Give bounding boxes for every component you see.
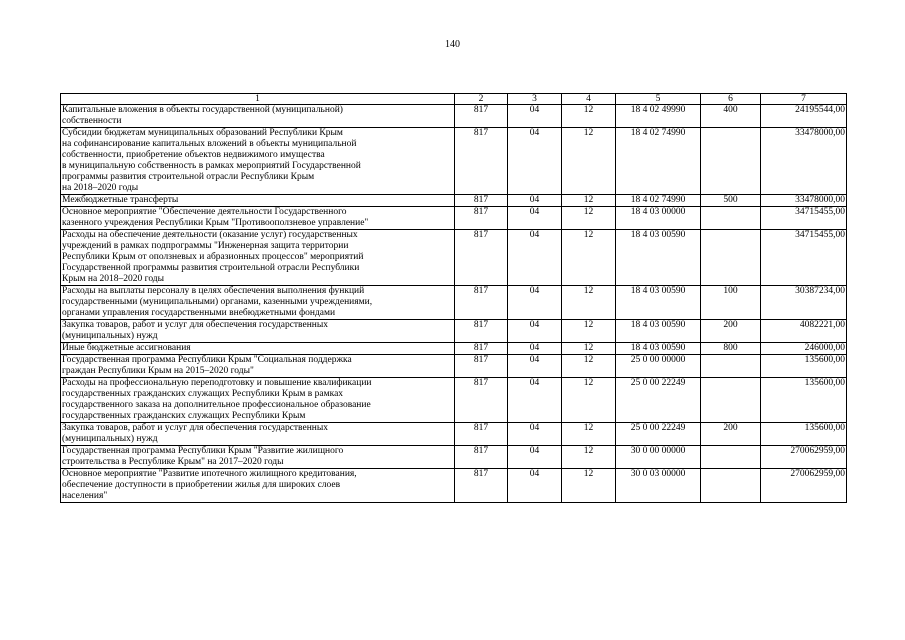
row-pr: 12 xyxy=(562,469,616,503)
table-row xyxy=(61,105,847,128)
row-vr xyxy=(701,355,761,378)
row-vr xyxy=(701,128,761,195)
row-pr: 12 xyxy=(562,446,616,469)
row-vr xyxy=(701,378,761,423)
row-name: Закупка товаров, работ и услуг для обеспечения государственных (муниципальных) нужд xyxy=(61,320,455,343)
row-amount: 270062959,00 xyxy=(761,469,847,503)
row-rz: 04 xyxy=(508,378,562,423)
row-amount: 24195544,00 xyxy=(761,105,847,128)
row-csr: 18 4 03 00590 xyxy=(616,320,701,343)
row-gr: 817 xyxy=(455,320,508,343)
row-vr: 100 xyxy=(701,286,761,320)
row-csr: 18 4 02 74990 xyxy=(616,195,701,207)
row-vr: 200 xyxy=(701,423,761,446)
row-csr: 18 4 02 49990 xyxy=(616,105,701,128)
row-csr: 18 4 03 00590 xyxy=(616,286,701,320)
row-rz: 04 xyxy=(508,446,562,469)
row-vr xyxy=(701,207,761,230)
table-row xyxy=(61,469,847,503)
row-amount: 135600,00 xyxy=(761,378,847,423)
row-rz: 04 xyxy=(508,207,562,230)
row-vr: 400 xyxy=(701,105,761,128)
row-amount: 34715455,00 xyxy=(761,230,847,286)
row-amount: 34715455,00 xyxy=(761,207,847,230)
row-name: Государственная программа Республики Крым "Развитие жилищного строительства в Республике Крым" на 2017–2020 годы xyxy=(61,446,455,469)
row-gr: 817 xyxy=(455,378,508,423)
row-vr xyxy=(701,230,761,286)
table-row xyxy=(61,423,847,446)
table-row xyxy=(61,446,847,469)
row-rz: 04 xyxy=(508,195,562,207)
row-csr: 25 0 00 22249 xyxy=(616,378,701,423)
row-csr: 18 4 03 00590 xyxy=(616,343,701,355)
row-name: Капитальные вложения в объекты государственной (муниципальной) собственности xyxy=(61,105,455,128)
table-row xyxy=(61,378,847,423)
table-row xyxy=(61,355,847,378)
row-vr: 800 xyxy=(701,343,761,355)
page-number: 140 xyxy=(445,39,460,50)
row-rz: 04 xyxy=(508,105,562,128)
row-pr: 12 xyxy=(562,230,616,286)
row-csr: 30 0 00 00000 xyxy=(616,446,701,469)
header-col-1: 1 xyxy=(61,94,455,105)
row-name: Расходы на обеспечение деятельности (оказание услуг) государственных учреждений в рамках подпрограммы "Инженерная защита территории Республики Крым от оползневых и абразионных процессов" мероприятий Государственной программы развития строительной отрасли Республики Крым на 2018–2020 годы xyxy=(61,230,455,286)
row-gr: 817 xyxy=(455,355,508,378)
row-pr: 12 xyxy=(562,105,616,128)
row-amount: 4082221,00 xyxy=(761,320,847,343)
row-vr: 200 xyxy=(701,320,761,343)
table-row xyxy=(61,343,847,355)
row-gr: 817 xyxy=(455,469,508,503)
row-pr: 12 xyxy=(562,128,616,195)
row-csr: 25 0 00 22249 xyxy=(616,423,701,446)
row-rz: 04 xyxy=(508,286,562,320)
row-pr: 12 xyxy=(562,355,616,378)
row-gr: 817 xyxy=(455,343,508,355)
header-col-5: 5 xyxy=(616,94,701,105)
row-rz: 04 xyxy=(508,320,562,343)
row-name: Государственная программа Республики Крым "Социальная поддержка граждан Республики Крым на 2015–2020 годы" xyxy=(61,355,455,378)
row-amount: 33478000,00 xyxy=(761,195,847,207)
row-csr: 18 4 03 00590 xyxy=(616,230,701,286)
row-name: Расходы на профессиональную переподготовку и повышение квалификации государственных гражданских служащих Республики Крым в рамках государственного заказа на дополнительное профессиональное образование государственных гражданских служащих Республики Крым xyxy=(61,378,455,423)
row-gr: 817 xyxy=(455,230,508,286)
row-gr: 817 xyxy=(455,423,508,446)
row-amount: 135600,00 xyxy=(761,355,847,378)
row-gr: 817 xyxy=(455,207,508,230)
header-col-4: 4 xyxy=(562,94,616,105)
row-amount: 270062959,00 xyxy=(761,446,847,469)
row-rz: 04 xyxy=(508,343,562,355)
row-name: Иные бюджетные ассигнования xyxy=(61,343,455,355)
header-col-3: 3 xyxy=(508,94,562,105)
row-pr: 12 xyxy=(562,195,616,207)
row-csr: 25 0 00 00000 xyxy=(616,355,701,378)
budget-table xyxy=(60,93,847,503)
row-rz: 04 xyxy=(508,423,562,446)
row-pr: 12 xyxy=(562,343,616,355)
header-col-7: 7 xyxy=(761,94,847,105)
table-row xyxy=(61,195,847,207)
row-rz: 04 xyxy=(508,355,562,378)
header-col-6: 6 xyxy=(701,94,761,105)
table-row xyxy=(61,286,847,320)
table-body xyxy=(61,105,847,503)
row-pr: 12 xyxy=(562,423,616,446)
row-rz: 04 xyxy=(508,469,562,503)
table-row xyxy=(61,207,847,230)
row-pr: 12 xyxy=(562,320,616,343)
row-csr: 18 4 02 74990 xyxy=(616,128,701,195)
row-pr: 12 xyxy=(562,207,616,230)
header-col-2: 2 xyxy=(455,94,508,105)
row-vr: 500 xyxy=(701,195,761,207)
row-pr: 12 xyxy=(562,378,616,423)
row-pr: 12 xyxy=(562,286,616,320)
row-amount: 246000,00 xyxy=(761,343,847,355)
row-name: Расходы на выплаты персоналу в целях обеспечения выполнения функций государственными (муниципальными) органами, казенными учреждениями, органами управления государственными внебюджетными фондами xyxy=(61,286,455,320)
row-vr xyxy=(701,469,761,503)
row-amount: 135600,00 xyxy=(761,423,847,446)
row-vr xyxy=(701,446,761,469)
row-name: Межбюджетные трансферты xyxy=(61,195,455,207)
row-gr: 817 xyxy=(455,128,508,195)
row-amount: 30387234,00 xyxy=(761,286,847,320)
table-row xyxy=(61,320,847,343)
row-name: Субсидии бюджетам муниципальных образований Республики Крым на софинансирование капитальных вложений в объекты муниципальной собственности, приобретение объектов недвижимого имущества в муниципальную собственность в рамках мероприятий Государственной программы развития строительной отрасли Республики Крым на 2018–2020 годы xyxy=(61,128,455,195)
row-name: Основное мероприятие "Обеспечение деятельности Государственного казенного учреждения Республики Крым "Противооползневое управление" xyxy=(61,207,455,230)
row-name: Закупка товаров, работ и услуг для обеспечения государственных (муниципальных) нужд xyxy=(61,423,455,446)
table-row xyxy=(61,128,847,195)
table-row xyxy=(61,230,847,286)
row-csr: 30 0 03 00000 xyxy=(616,469,701,503)
row-gr: 817 xyxy=(455,195,508,207)
row-gr: 817 xyxy=(455,286,508,320)
row-name: Основное мероприятие "Развитие ипотечного жилищного кредитования, обеспечение доступности в приобретении жилья для широких слоев населения" xyxy=(61,469,455,503)
row-gr: 817 xyxy=(455,446,508,469)
row-csr: 18 4 03 00000 xyxy=(616,207,701,230)
row-rz: 04 xyxy=(508,230,562,286)
row-amount: 33478000,00 xyxy=(761,128,847,195)
row-rz: 04 xyxy=(508,128,562,195)
header-row xyxy=(61,94,847,105)
row-gr: 817 xyxy=(455,105,508,128)
